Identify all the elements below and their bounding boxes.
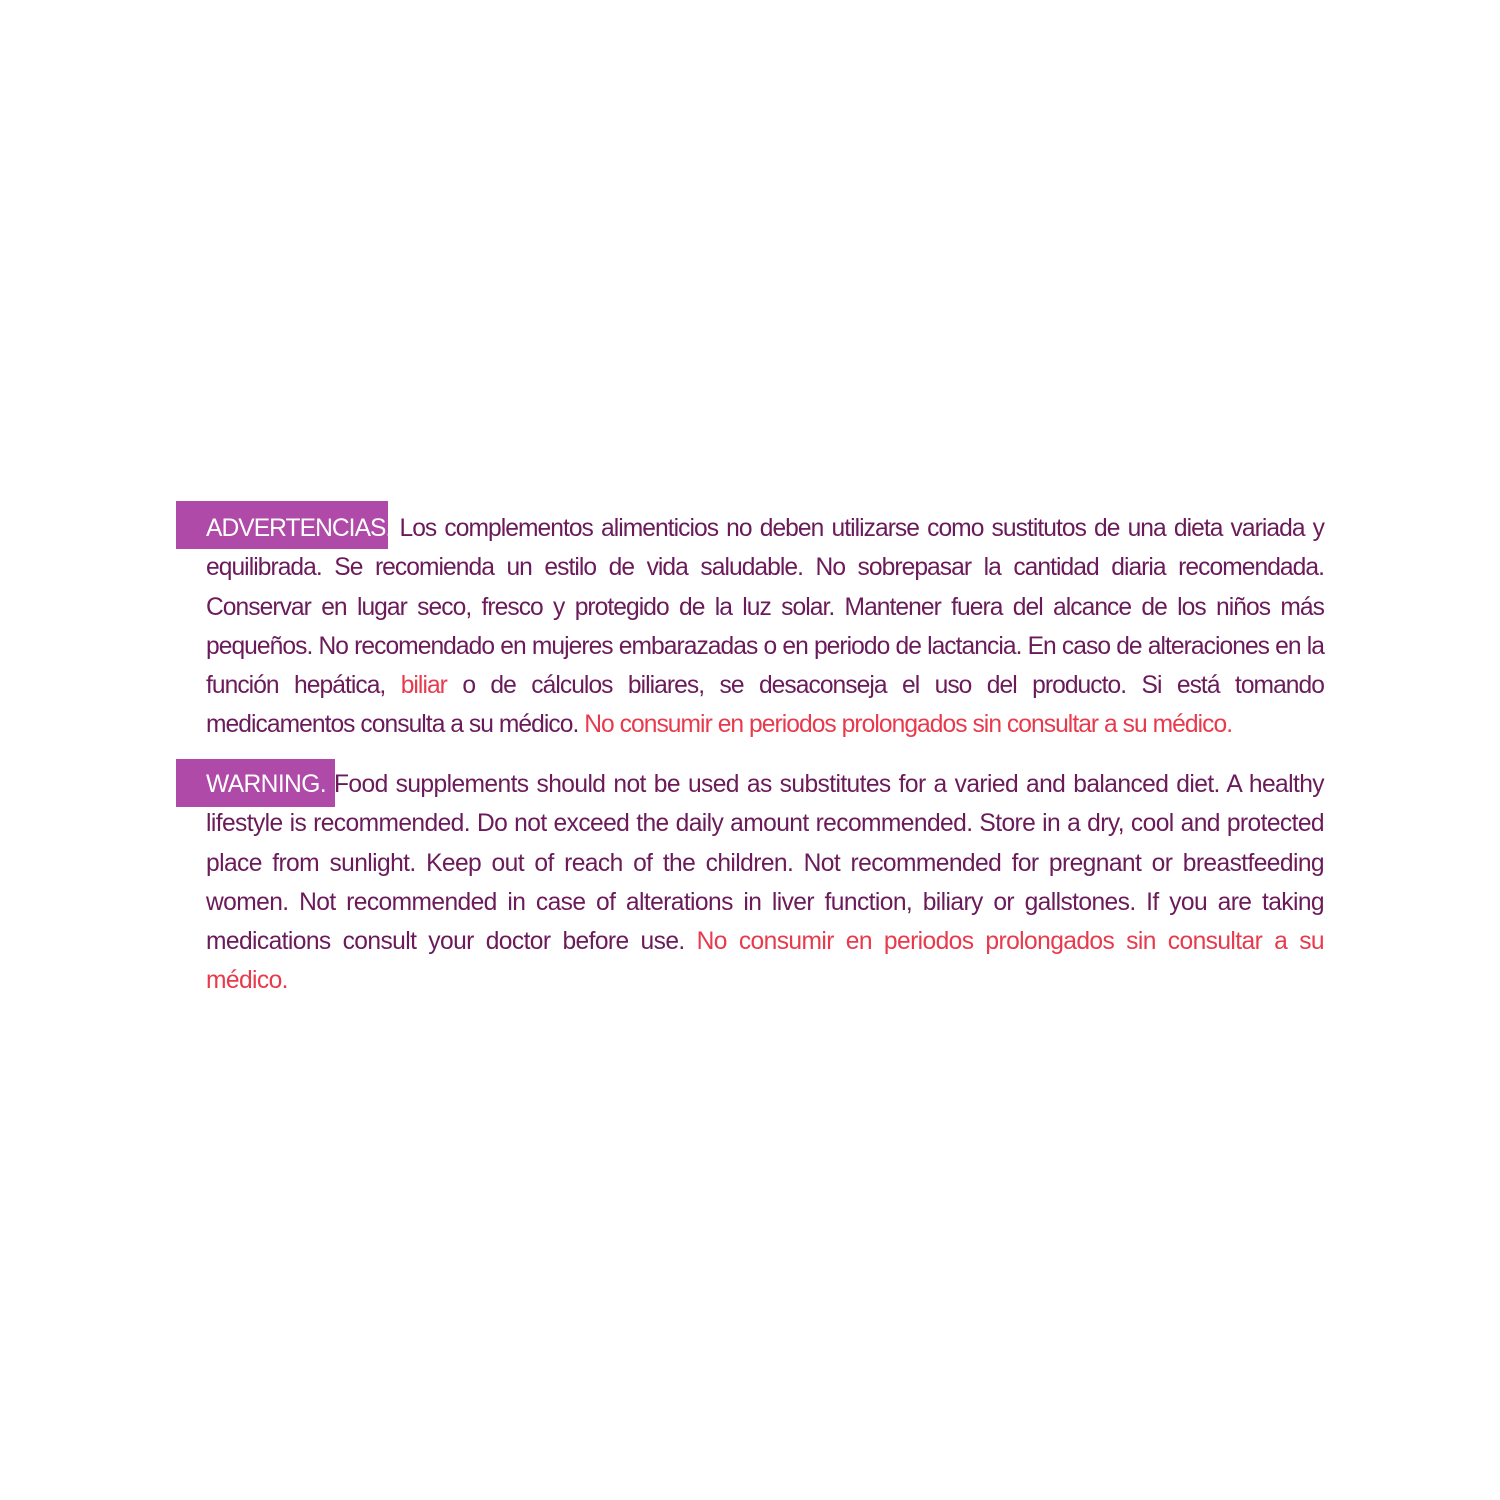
warning-label: WARNING.: [206, 771, 326, 798]
spanish-highlight-biliar: biliar: [400, 672, 447, 700]
english-warning-text: Food supplements should not be used as substitutes for a varied and balanced diet. A healthy lifestyle is recommended. Do not exceed the daily amount recommended. Store in a dry, cool and protected place from sunlight. Keep out of reach of the children. Not recommended for pregnant or breastfeeding women. Not recommended in case of alterations in liver function, biliary or gallstones. If you are taking medications consult your doctor before use.: [206, 771, 1324, 956]
spanish-warning-paragraph: [206, 509, 1324, 745]
spanish-warning-text-part-2: o de cálculos biliares, se desaconseja el uso del producto. Si está tomando medicamentos consulta a su médico.: [206, 672, 1324, 739]
spanish-warning-text-part-1: Los complementos alimenticios no deben utilizarse como sustitutos de una dieta variada y equilibrada. Se recomienda un estilo de vida saludable. No sobrepasar la cantidad diaria recomendada. Conservar en lugar seco, fresco y protegido de la luz solar. Mantener fuera del alcance de los niños más pequeños. No recomendado en mujeres embarazadas o en periodo de lactancia. En caso de alteraciones en la función hepática,: [206, 515, 1324, 700]
english-highlight-no-consumir: No consumir en periodos prolongados sin consultar a su médico.: [206, 928, 1324, 995]
english-warning-paragraph: [206, 765, 1324, 1001]
spanish-highlight-no-consumir: No consumir en periodos prolongados sin consultar a su médico.: [584, 711, 1233, 739]
advertencias-label: ADVERTENCIAS.: [206, 515, 392, 542]
